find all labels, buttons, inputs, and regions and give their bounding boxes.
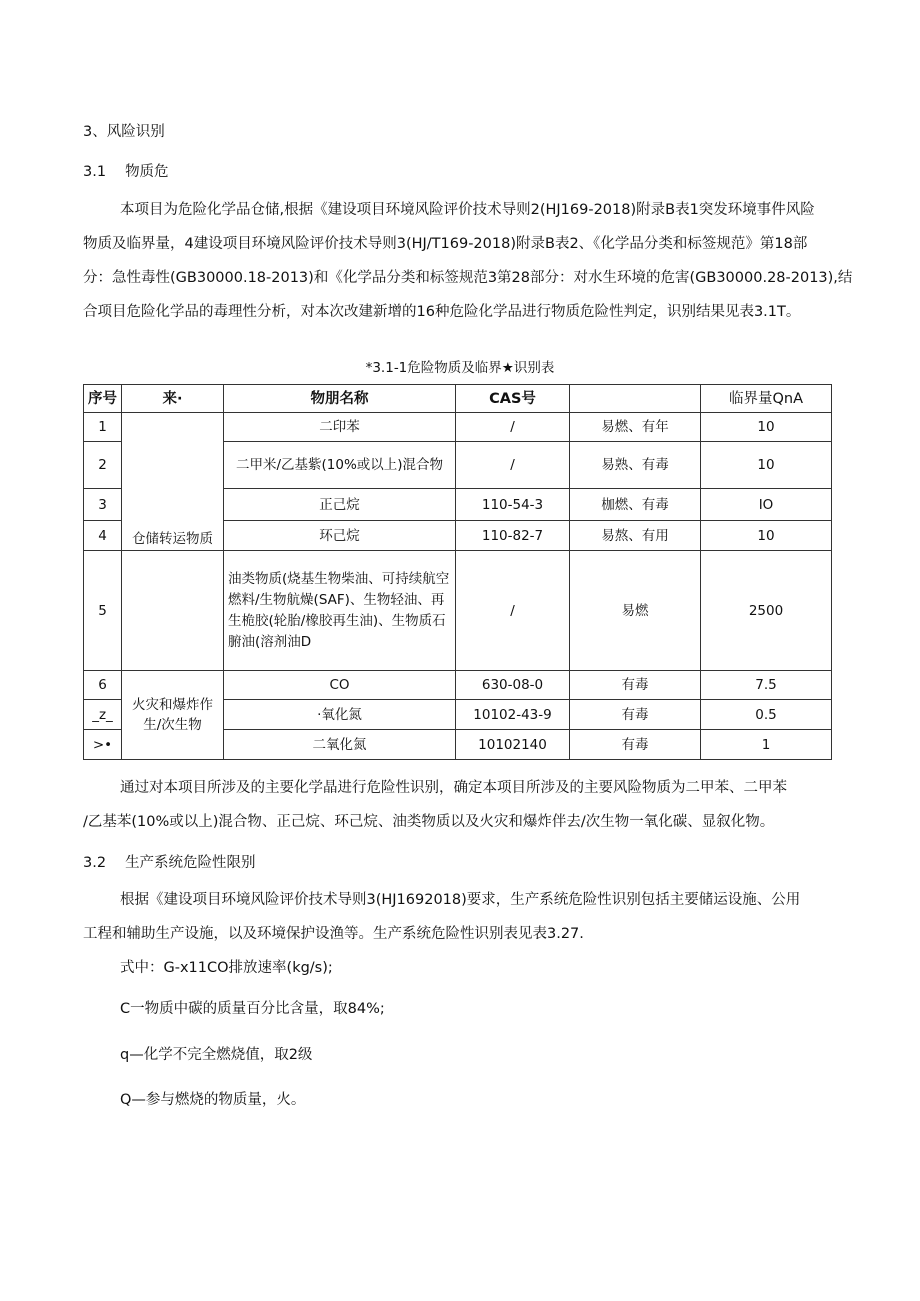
paragraph-line: 合项目危险化学品的毒理性分析，对本次改建新增的16种危险化学品进行物质危险性判定，识别结果见表3.1T。 xyxy=(83,304,801,320)
table-row xyxy=(84,551,832,671)
cell-qty: 10 xyxy=(701,521,832,551)
cell-hazard: 易燃、有年 xyxy=(570,413,701,442)
table-header-row xyxy=(84,385,832,413)
cell-cas: 110-54-3 xyxy=(456,489,570,521)
paragraph-line: 本项目为危险化学品仓储,根据《建设项目环境风险评价技术导则2(HJ169-2018)附录B表1突发环境事件风险 xyxy=(120,202,815,218)
formula-line: C一物质中碳的质量百分比含量，取84%; xyxy=(120,1001,385,1017)
cell-name: 二甲米/乙基紫(10%或以上)混合物 xyxy=(224,442,456,489)
cell-name: CO xyxy=(224,671,456,700)
production-paragraph xyxy=(83,883,800,951)
subsection-title: 生产系统危险性限别 xyxy=(125,855,256,871)
cell-name: 二氧化氮 xyxy=(224,730,456,760)
cell-no: 4 xyxy=(84,521,122,551)
cell-name: 油类物质(烧基生物柴油、可持续航空燃料/生物航燥(SAF)、生物轻油、再生桅胶(轮胎/橡胶再生油)、生物质石腑油(溶剂油D xyxy=(224,551,456,671)
cell-qty: 7.5 xyxy=(701,671,832,700)
table-caption: *3.1-1危险物质及临界★识别表 xyxy=(365,360,555,376)
cell-hazard: 有毒 xyxy=(570,700,701,730)
subsection-heading-3-1 xyxy=(83,162,169,182)
paragraph-line: 工程和辅助生产设施，以及环境保护设渔等。生产系统危险性识别表见表3.27. xyxy=(83,926,584,942)
cell-cas: 110-82-7 xyxy=(456,521,570,551)
header-cas: CAS号 xyxy=(456,385,570,413)
cell-qty: 10 xyxy=(701,442,832,489)
header-name: 物朋名称 xyxy=(224,385,456,413)
cell-hazard: 易熬、有用 xyxy=(570,521,701,551)
paragraph-line: /乙基苯(10%或以上)混合物、正己烷、环己烷、油类物质以及火灾和爆炸伴去/次生物一氧化碳、显叙化物。 xyxy=(83,814,775,830)
cell-hazard: 易燃 xyxy=(570,551,701,671)
cell-hazard: 枷燃、有毒 xyxy=(570,489,701,521)
section-heading: 3、风险识别 xyxy=(83,124,165,140)
paragraph-line: 物质及临界量，4建设项目环境风险评价技术导则3(HJ/T169-2018)附录B表2、《化学品分类和标签规范》第18部 xyxy=(83,236,808,252)
paragraph-line: 通过对本项目所涉及的主要化学晶进行危险性识别，确定本项目所涉及的主要风险物质为二甲苯、二甲苯 xyxy=(120,780,787,796)
table-row xyxy=(84,671,832,700)
cell-hazard: 易熟、有毒 xyxy=(570,442,701,489)
header-threshold: 临界量QnA xyxy=(701,385,832,413)
cell-category-empty xyxy=(122,551,224,671)
cell-name: 正己烷 xyxy=(224,489,456,521)
subsection-title: 物质危 xyxy=(125,164,169,180)
cell-cas: / xyxy=(456,413,570,442)
subsection-heading-3-2 xyxy=(83,853,256,873)
header-hazard xyxy=(570,385,701,413)
cell-qty: 1 xyxy=(701,730,832,760)
summary-paragraph xyxy=(83,771,787,839)
cell-no: 3 xyxy=(84,489,122,521)
cell-hazard: 有毒 xyxy=(570,730,701,760)
formula-line: Q—参与燃烧的物质量，火。 xyxy=(120,1092,306,1108)
table-row xyxy=(84,413,832,442)
cell-no: 5 xyxy=(84,551,122,671)
cell-name: ·氧化氮 xyxy=(224,700,456,730)
cell-cas: / xyxy=(456,442,570,489)
formula-line: q—化学不完全燃烧值，取2级 xyxy=(120,1047,313,1063)
cell-name: 环己烷 xyxy=(224,521,456,551)
header-source: 来· xyxy=(122,385,224,413)
cell-no: 2 xyxy=(84,442,122,489)
cell-cas: 10102-43-9 xyxy=(456,700,570,730)
cell-cas: 10102140 xyxy=(456,730,570,760)
subsection-number: 3.2 xyxy=(83,855,107,871)
cell-cas: 630-08-0 xyxy=(456,671,570,700)
cell-qty: 10 xyxy=(701,413,832,442)
hazard-table xyxy=(83,384,832,760)
cell-hazard: 有毒 xyxy=(570,671,701,700)
category-fire-explosion: 火灾和爆炸作生/次生物 xyxy=(122,671,224,760)
formula-line: 式中：G-x11CO排放速率(kg/s); xyxy=(120,960,333,976)
category-storage: 仓储转运物质 xyxy=(122,413,224,551)
subsection-number: 3.1 xyxy=(83,164,107,180)
cell-no: _z_ xyxy=(84,700,122,730)
cell-no: >• xyxy=(84,730,122,760)
header-no: 序号 xyxy=(84,385,122,413)
intro-paragraph xyxy=(83,193,852,329)
cell-qty: 2500 xyxy=(701,551,832,671)
cell-cas: / xyxy=(456,551,570,671)
paragraph-line: 根据《建设项目环境风险评价技术导则3(HJ1692018)要求，生产系统危险性识别包括主要储运设施、公用 xyxy=(120,892,801,908)
paragraph-line: 分：急性毒性(GB30000.18-2013)和《化学品分类和标签规范3第28部分：对水生环境的危害(GB30000.28-2013),结 xyxy=(83,270,853,286)
cell-no: 6 xyxy=(84,671,122,700)
cell-qty: 0.5 xyxy=(701,700,832,730)
cell-no: 1 xyxy=(84,413,122,442)
cell-qty: IO xyxy=(701,489,832,521)
cell-name: 二印苯 xyxy=(224,413,456,442)
